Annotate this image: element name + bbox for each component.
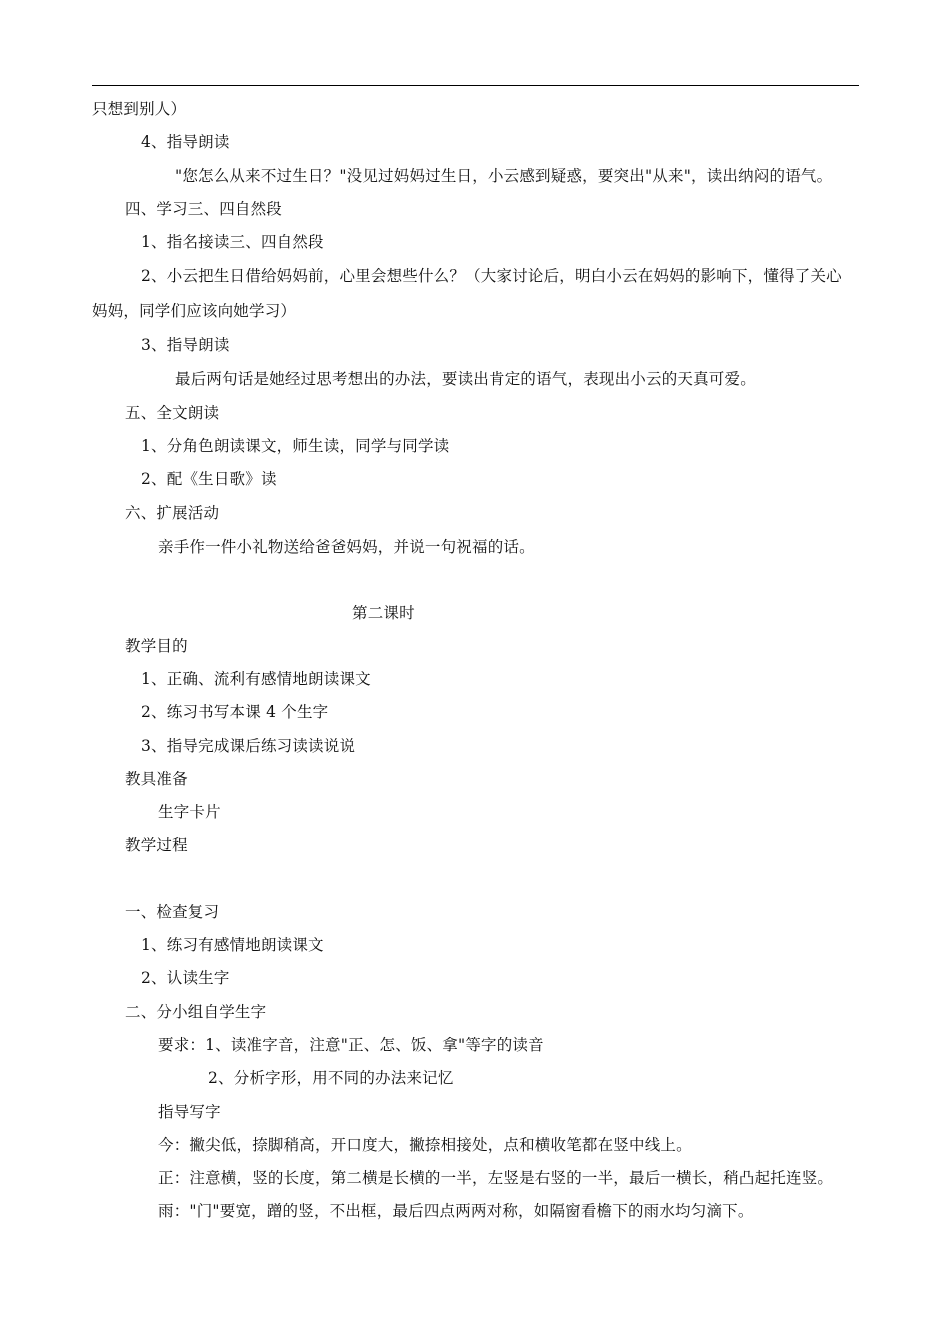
section-heading: 教学目的 <box>125 637 188 655</box>
section-heading: 教具准备 <box>125 770 188 788</box>
text-line: 2、练习书写本课 4 个生字 <box>141 703 329 721</box>
text-line: 只想到别人） <box>92 100 187 118</box>
text-line: 1、分角色朗读课文，师生读，同学与同学读 <box>141 437 450 455</box>
text-line: 2、小云把生日借给妈妈前，心里会想些什么？（大家讨论后，明白小云在妈妈的影响下，懂得了关心 <box>141 267 842 285</box>
text-line: 指导写字 <box>158 1103 221 1121</box>
text-line: 今：撇尖低，捺脚稍高，开口度大，撇捺相接处，点和横收笔都在竖中线上。 <box>158 1136 692 1154</box>
text-line: 1、练习有感情地朗读课文 <box>141 936 324 954</box>
text-line: 要求：1、读准字音，注意"正、怎、饭、拿"等字的读音 <box>158 1036 544 1054</box>
text-line: 亲手作一件小礼物送给爸爸妈妈，并说一句祝福的话。 <box>158 538 535 556</box>
section-heading: 四、学习三、四自然段 <box>125 200 283 218</box>
text-line: 正：注意横，竖的长度，第二横是长横的一半，左竖是右竖的一半，最后一横长，稍凸起托连竖。 <box>158 1169 834 1187</box>
text-line: 3、指导完成课后练习读读说说 <box>141 737 356 755</box>
text-line: 2、分析字形，用不同的办法来记忆 <box>208 1069 454 1087</box>
section-heading: 六、扩展活动 <box>125 504 220 522</box>
text-line: 2、认读生字 <box>141 969 230 987</box>
text-line: 2、配《生日歌》读 <box>141 470 277 488</box>
lesson-title: 第二课时 <box>352 604 415 622</box>
header-rule <box>92 85 859 86</box>
section-heading: 教学过程 <box>125 836 188 854</box>
text-line: 雨："门"要宽，蹭的竖，不出框，最后四点两两对称，如隔窗看檐下的雨水均匀滴下。 <box>158 1202 754 1220</box>
text-line: 妈妈，同学们应该向她学习） <box>92 302 297 320</box>
section-heading: 五、全文朗读 <box>125 404 220 422</box>
text-line: 4、指导朗读 <box>141 133 230 151</box>
text-line: 最后两句话是她经过思考想出的办法，要读出肯定的语气，表现出小云的天真可爱。 <box>175 370 756 388</box>
text-line: "您怎么从来不过生日？"没见过妈妈过生日，小云感到疑惑，要突出"从来"，读出纳闷的语气。 <box>175 167 833 185</box>
text-line: 1、正确、流利有感情地朗读课文 <box>141 670 371 688</box>
section-heading: 二、分小组自学生字 <box>125 1003 267 1021</box>
text-line: 生字卡片 <box>158 803 221 821</box>
section-heading: 一、检查复习 <box>125 903 220 921</box>
text-line: 1、指名接读三、四自然段 <box>141 233 324 251</box>
text-line: 3、指导朗读 <box>141 336 230 354</box>
